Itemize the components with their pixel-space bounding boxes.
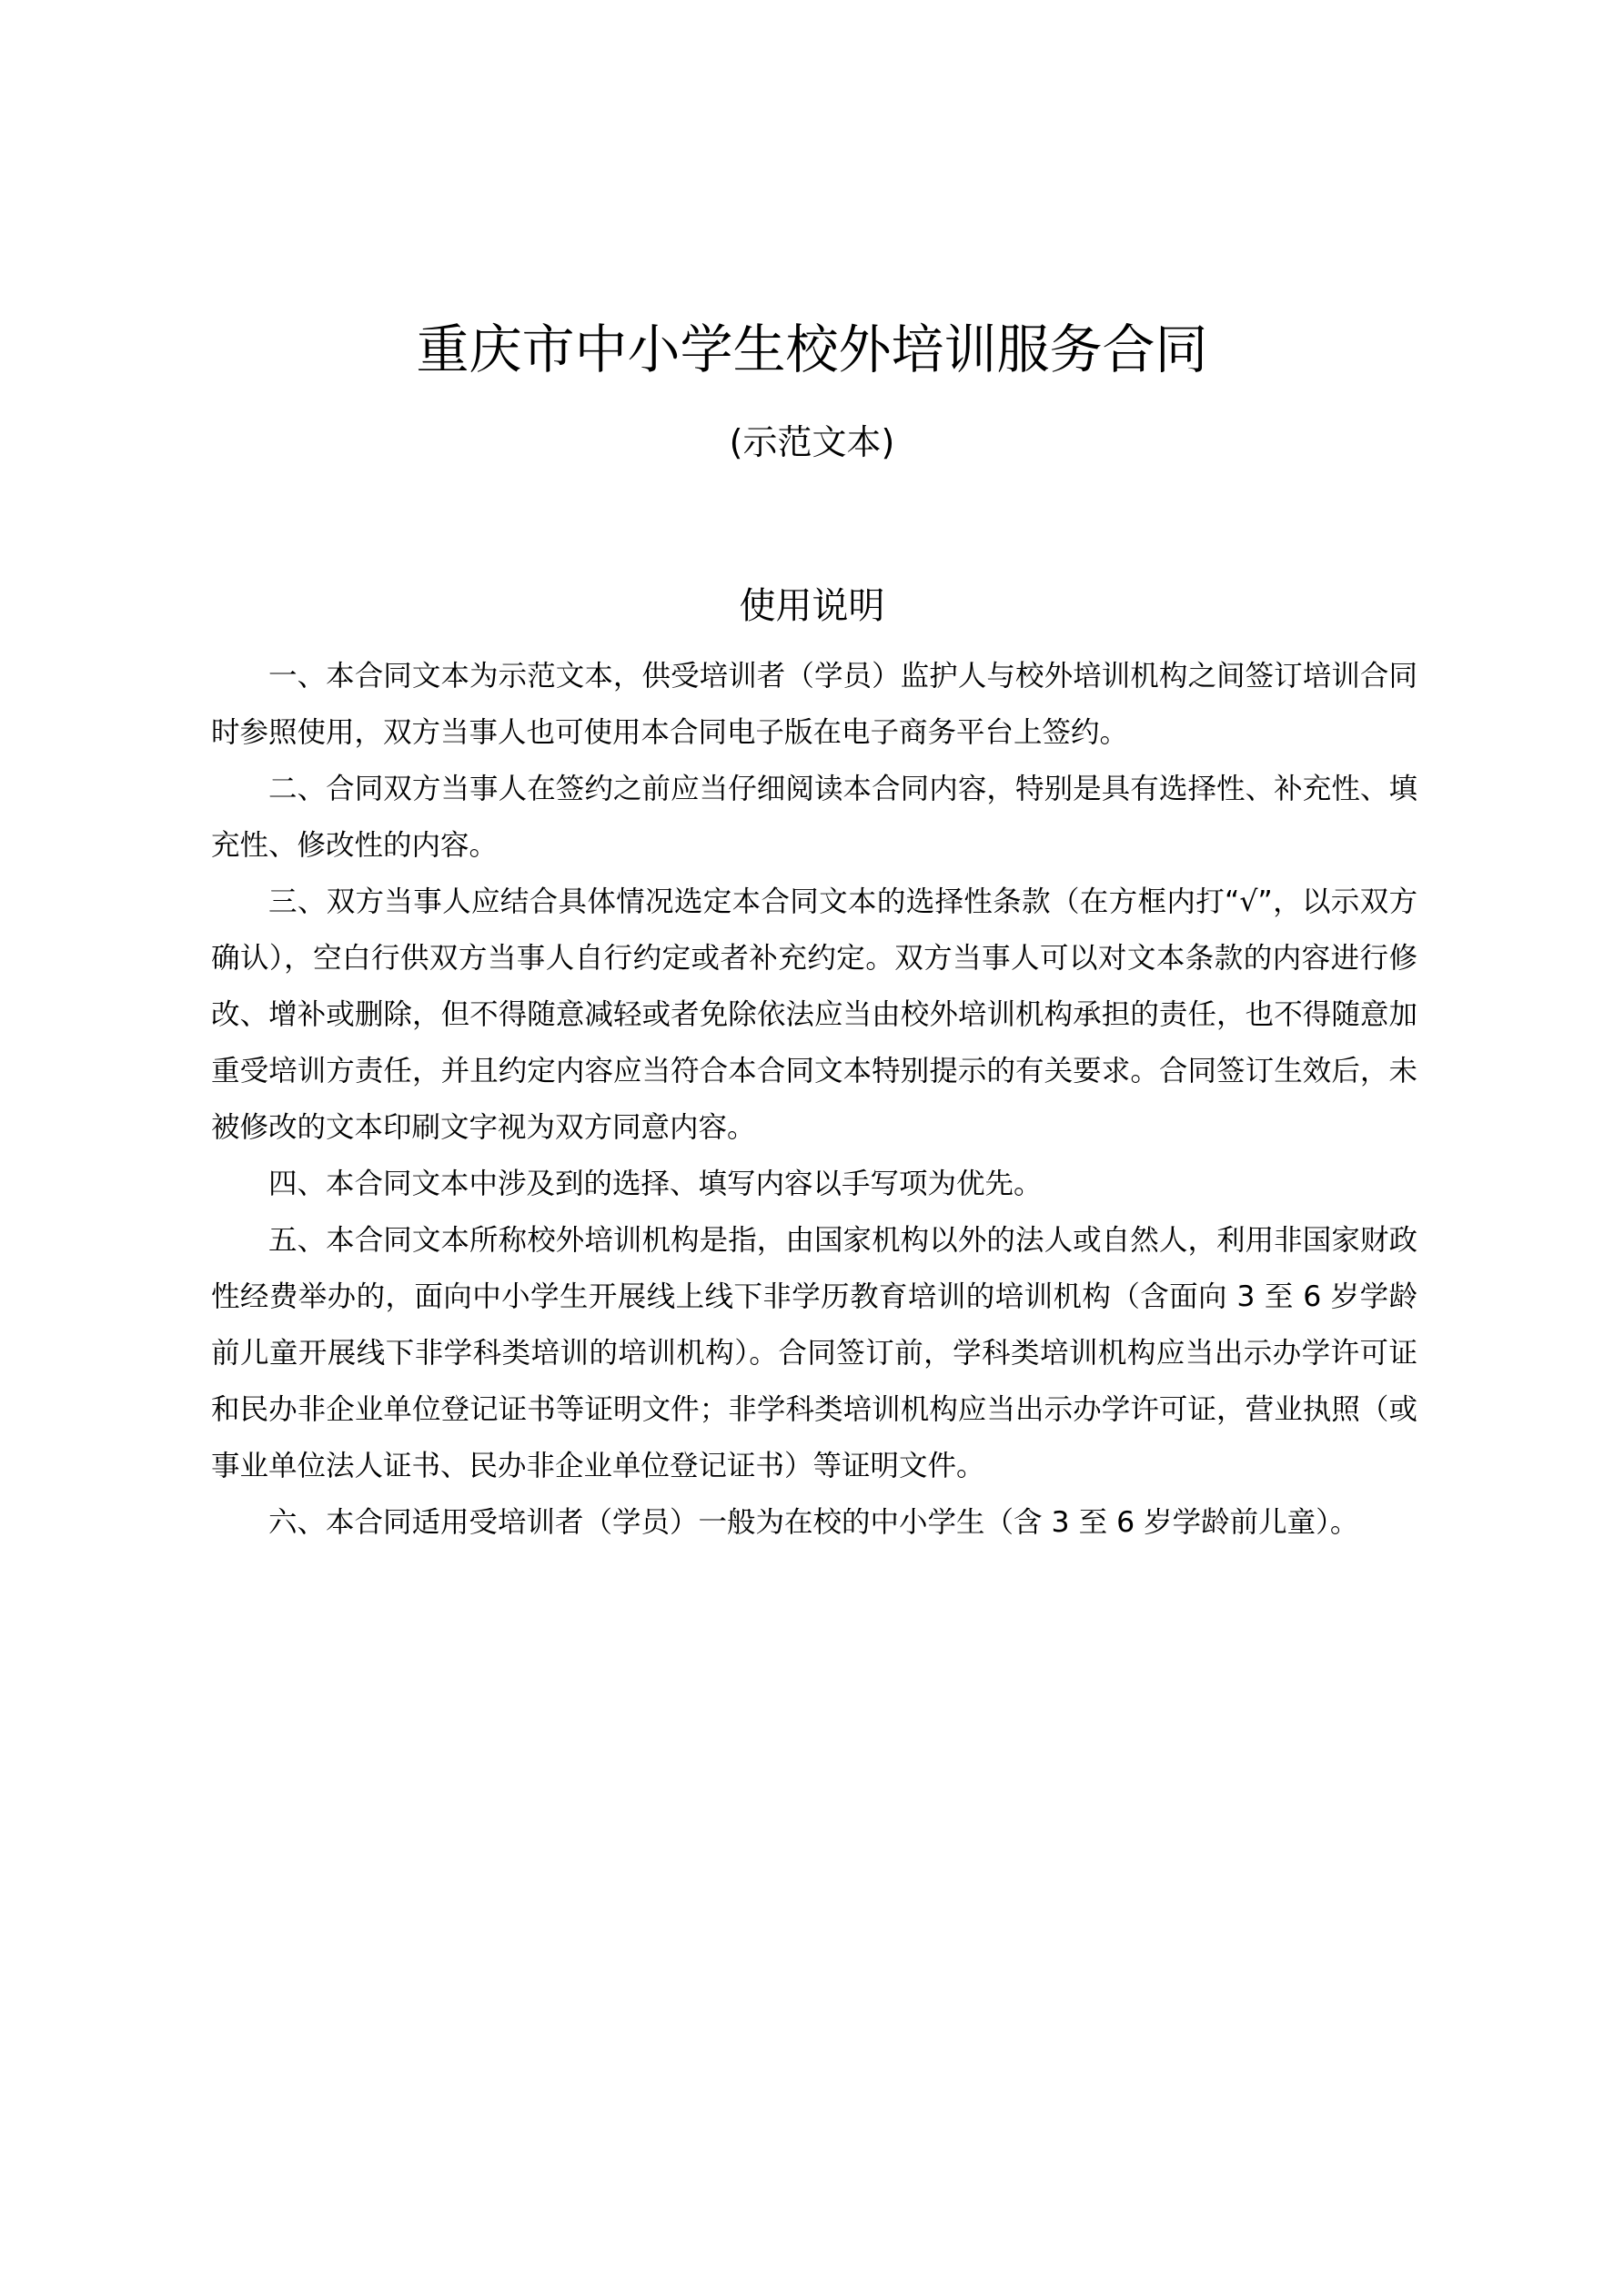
instruction-paragraph-2: 二、合同双方当事人在签约之前应当仔细阅读本合同内容，特别是具有选择性、补充性、填充性、修改性的内容。: [211, 773, 1417, 862]
instruction-paragraph-3: 三、双方当事人应结合具体情况选定本合同文本的选择性条款（在方框内打“√”，以示双方确认），空白行供双方当事人自行约定或者补充约定。双方当事人可以对文本条款的内容进行修改、增补或删除，但不得随意减轻或者免除依法应当由校外培训机构承担的责任，也不得随意加重受培训方责任，并且约定内容应当符合本合同文本特别提示的有关要求。合同签订生效后，未被修改的文本印刷文字视为双方同意内容。: [211, 885, 1417, 1144]
instruction-paragraph-1: 一、本合同文本为示范文本，供受培训者（学员）监护人与校外培训机构之间签订培训合同时参照使用，双方当事人也可使用本合同电子版在电子商务平台上签约。: [211, 660, 1417, 749]
document-title: 重庆市中小学生校外培训服务合同: [416, 319, 1208, 380]
document-subtitle: (示范文本): [729, 422, 895, 462]
section-heading: 使用说明: [739, 585, 885, 627]
instructions-body: [211, 648, 1417, 1551]
instruction-paragraph-6: 六、本合同适用受培训者（学员）一般为在校的中小学生（含 3 至 6 岁学龄前儿童）。: [268, 1506, 1359, 1539]
instruction-paragraph-5: 五、本合同文本所称校外培训机构是指，由国家机构以外的法人或自然人，利用非国家财政性经费举办的，面向中小学生开展线上线下非学历教育培训的培训机构（含面向 3 至 6 岁学龄前儿童开展线下非学科类培训的培训机构）。合同签订前，学科类培训机构应当出示办学许可证和民办非企业单位登记证书等证明文件；非学科类培训机构应当出示办学许可证，营业执照（或事业单位法人证书、民办非企业单位登记证书）等证明文件。: [211, 1224, 1417, 1482]
instruction-paragraph-4: 四、本合同文本中涉及到的选择、填写内容以手写项为优先。: [268, 1168, 1043, 1200]
